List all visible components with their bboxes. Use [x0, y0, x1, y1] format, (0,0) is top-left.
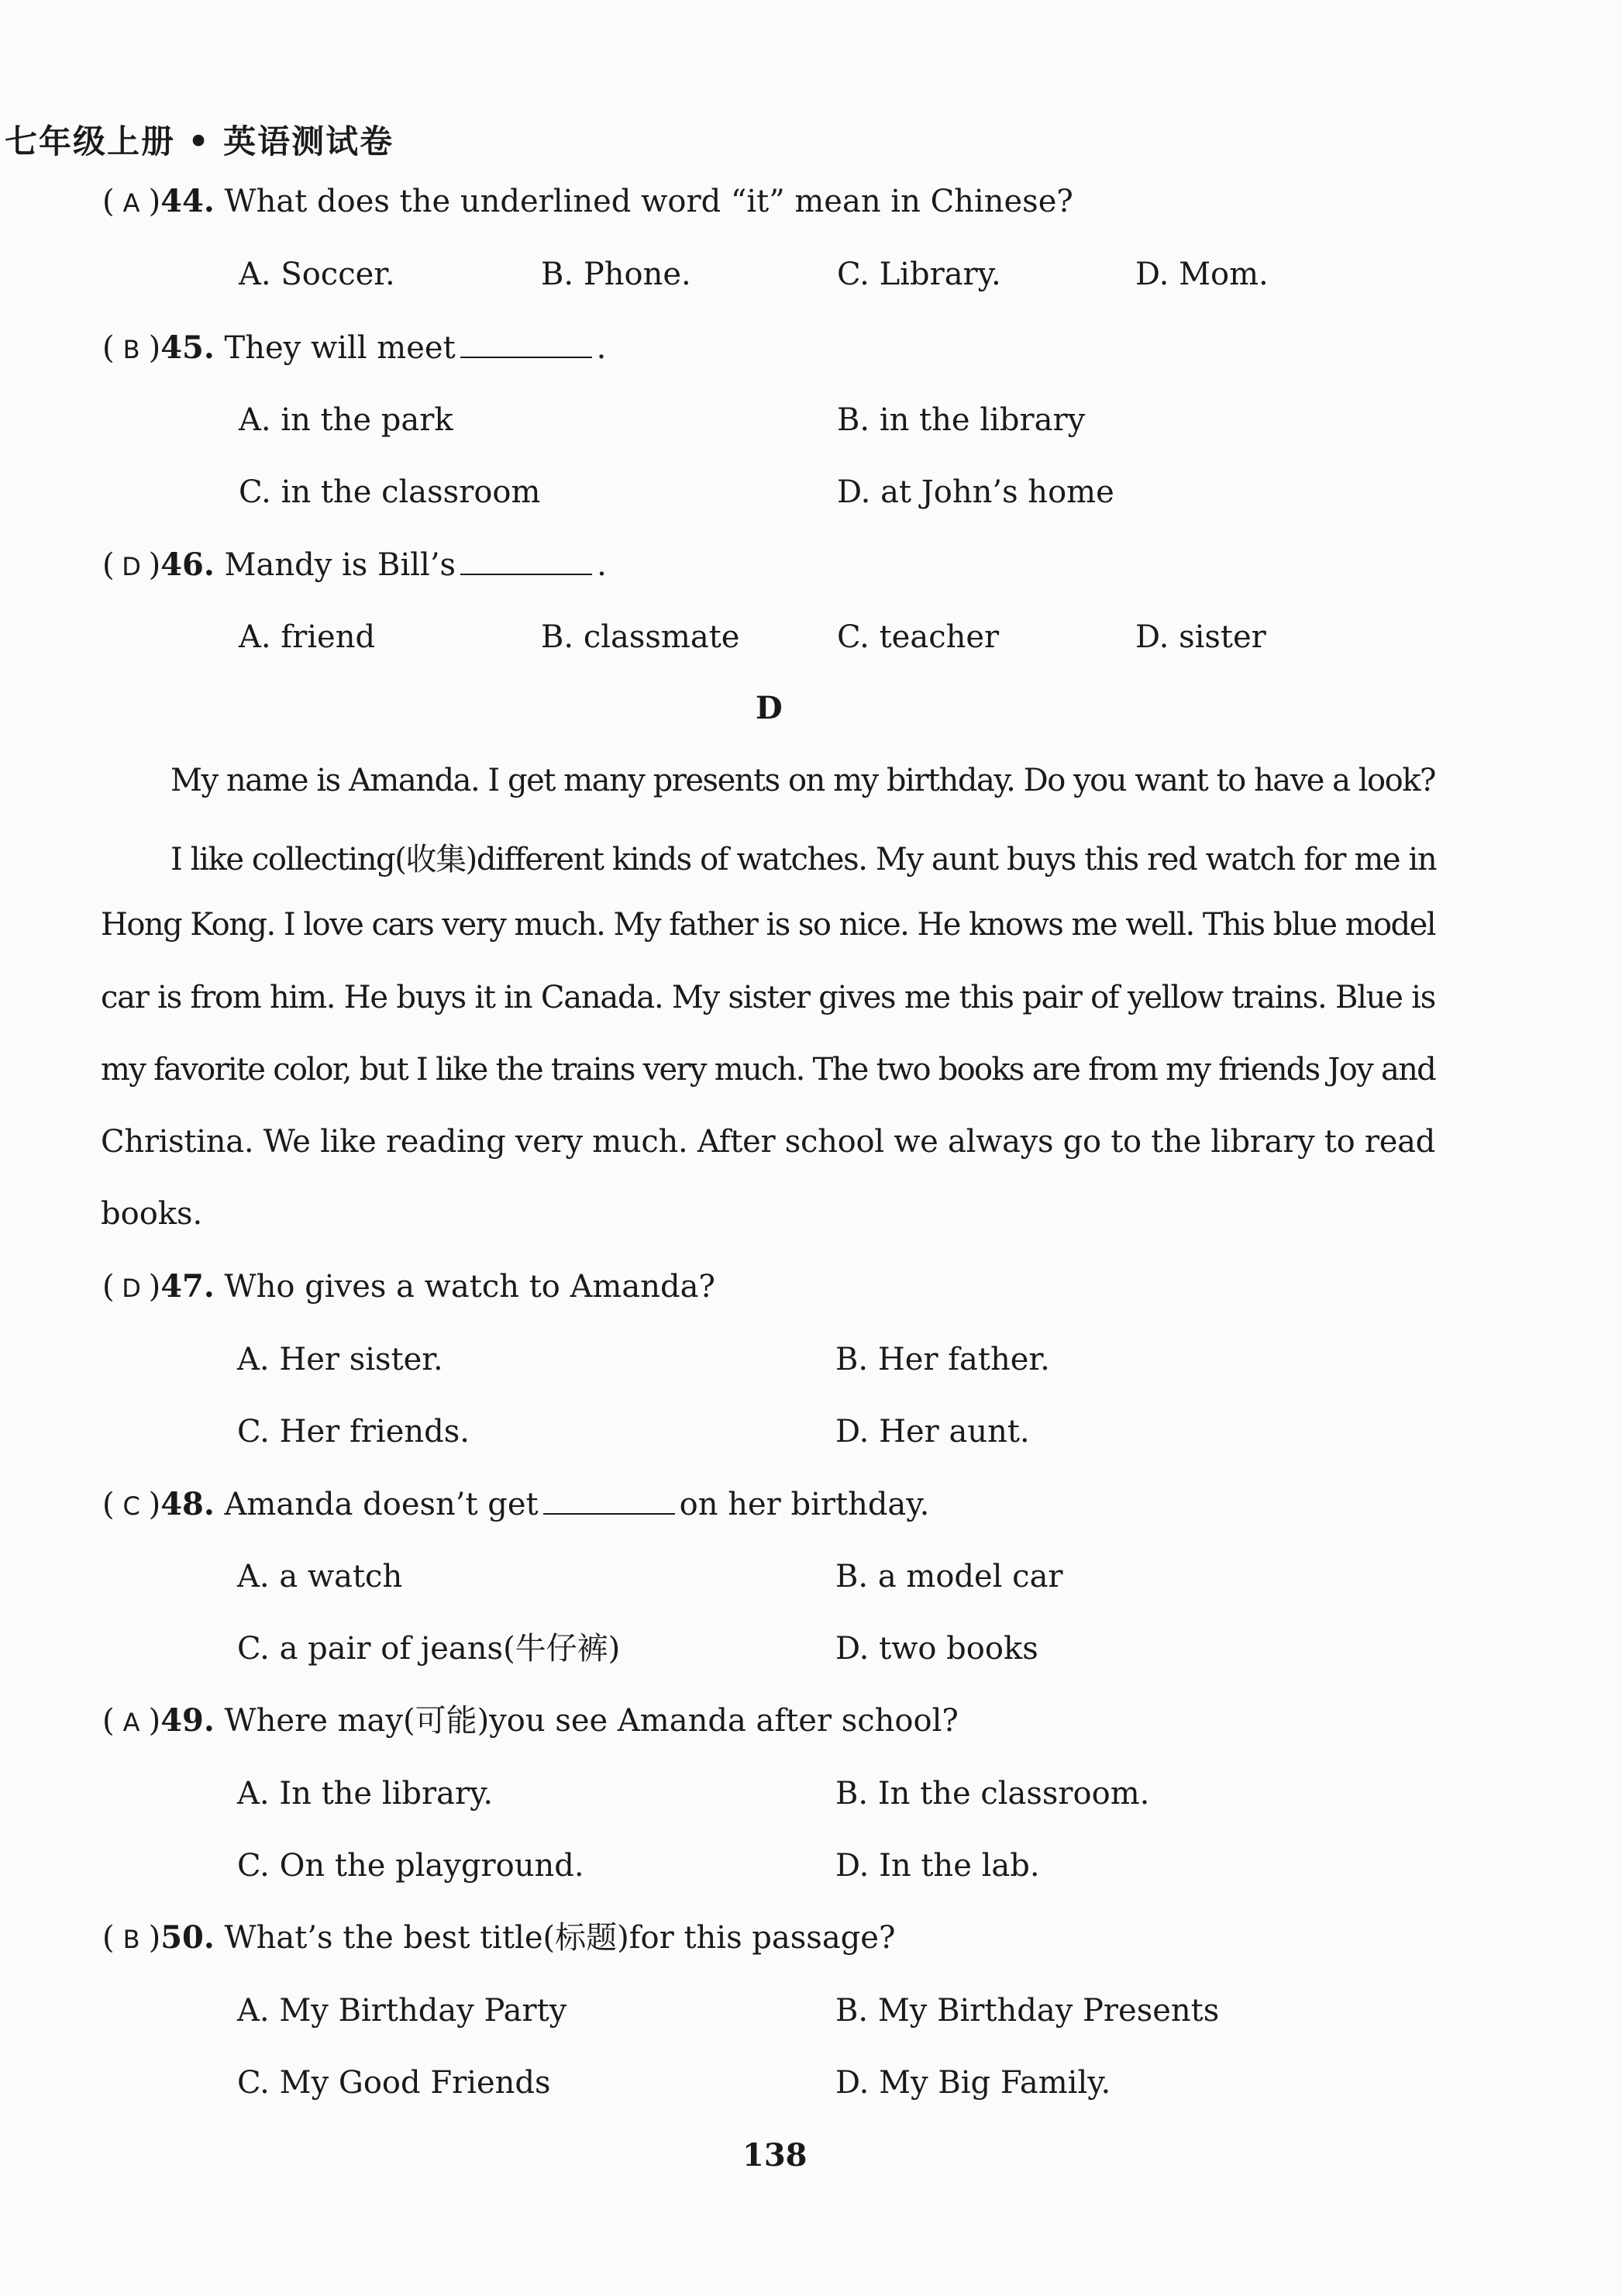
question-text: Mandy is Bill’s: [224, 547, 456, 583]
option-b: B. Phone.: [541, 257, 691, 292]
question-48: ( C )48. Amanda doesn’t get on her birthday.: [102, 1485, 929, 1525]
question-number: 48.: [160, 1486, 215, 1522]
passage-line: my favorite color, but I like the trains very much. The two books are from my friends Joy and: [101, 1052, 1435, 1088]
question-number: 49.: [160, 1702, 215, 1739]
option-a: A. Soccer.: [239, 257, 395, 292]
question-46: ( D )46. Mandy is Bill’s .: [102, 546, 607, 585]
option-d: D. In the lab.: [835, 1848, 1040, 1884]
question-text: They will meet: [224, 330, 456, 366]
option-d: D. Her aunt.: [835, 1414, 1030, 1450]
answer-blank: [460, 546, 592, 575]
answer-blank: [543, 1485, 675, 1515]
option-c: C. a pair of jeans(牛仔裤): [237, 1631, 621, 1667]
question-49: ( A )49. Where may(可能)you see Amanda after school?: [102, 1702, 959, 1741]
answer-mark: A: [122, 188, 140, 218]
question-number: 47.: [160, 1268, 215, 1305]
passage-line: Hong Kong. I love cars very much. My father is so nice. He knows me well. This blue model: [101, 907, 1435, 943]
option-c: C. My Good Friends: [237, 2065, 551, 2101]
question-text-end: .: [597, 547, 607, 583]
option-a: A. in the park: [239, 402, 453, 438]
question-text: Where may(可能)you see Amanda after school?: [224, 1703, 959, 1739]
option-c: C. On the playground.: [237, 1848, 584, 1884]
answer-mark: D: [122, 1274, 141, 1303]
question-50: ( B )50. What’s the best title(标题)for this passage?: [102, 1919, 895, 1958]
question-text: What does the underlined word “it” mean in Chinese?: [224, 184, 1073, 219]
passage-line: Christina. We like reading very much. After school we always go to the library to read: [101, 1124, 1435, 1160]
option-b: B. Her father.: [835, 1342, 1050, 1377]
question-number: 44.: [160, 183, 215, 219]
option-d: D. My Big Family.: [835, 2065, 1111, 2101]
question-text-end: on her birthday.: [679, 1487, 930, 1522]
question-number: 45.: [160, 329, 215, 366]
page-number: 138: [742, 2137, 808, 2174]
option-b: B. a model car: [835, 1559, 1063, 1594]
option-c: C. in the classroom: [239, 474, 541, 510]
question-number: 50.: [160, 1919, 215, 1956]
option-c: C. Library.: [837, 257, 1001, 292]
option-d: D. two books: [835, 1631, 1038, 1667]
passage-line: car is from him. He buys it in Canada. My sister gives me this pair of yellow trains. Blue is: [101, 980, 1435, 1015]
question-47: ( D )47. Who gives a watch to Amanda?: [102, 1268, 715, 1307]
question-text: Amanda doesn’t get: [224, 1487, 539, 1522]
section-title: D: [756, 690, 783, 726]
question-text-end: .: [596, 330, 607, 366]
option-a: A. friend: [239, 619, 376, 655]
option-a: A. In the library.: [237, 1776, 494, 1812]
option-b: B. My Birthday Presents: [835, 1993, 1220, 2029]
passage-line: books.: [101, 1196, 203, 1232]
option-b: B. classmate: [541, 619, 740, 655]
page-header: 七年级上册 • 英语测试卷: [5, 122, 394, 160]
passage-line: I like collecting(收集)different kinds of watches. My aunt buys this red watch for me in: [170, 842, 1437, 877]
option-d: D. Mom.: [1135, 257, 1269, 292]
option-a: A. My Birthday Party: [237, 1993, 567, 2029]
option-b: B. In the classroom.: [835, 1776, 1150, 1812]
answer-mark: C: [122, 1491, 140, 1521]
option-b: B. in the library: [837, 402, 1086, 438]
option-d: D. sister: [1135, 619, 1266, 655]
question-text: What’s the best title(标题)for this passage?: [224, 1920, 896, 1956]
answer-mark: D: [122, 552, 141, 581]
question-45: ( B )45. They will meet .: [102, 329, 606, 368]
answer-mark: B: [122, 335, 140, 364]
answer-blank: [460, 329, 592, 358]
answer-mark: A: [122, 1708, 140, 1737]
option-a: A. Her sister.: [237, 1342, 443, 1377]
question-number: 46.: [160, 546, 215, 583]
answer-mark: B: [122, 1925, 140, 1954]
question-text: Who gives a watch to Amanda?: [224, 1269, 715, 1305]
option-c: C. Her friends.: [237, 1414, 470, 1450]
option-a: A. a watch: [237, 1559, 403, 1594]
question-44: ( A )44. What does the underlined word “it” mean in Chinese?: [102, 183, 1073, 222]
option-d: D. at John’s home: [837, 474, 1114, 510]
passage-line: My name is Amanda. I get many presents on my birthday. Do you want to have a look?: [170, 763, 1435, 798]
option-c: C. teacher: [837, 619, 1000, 655]
